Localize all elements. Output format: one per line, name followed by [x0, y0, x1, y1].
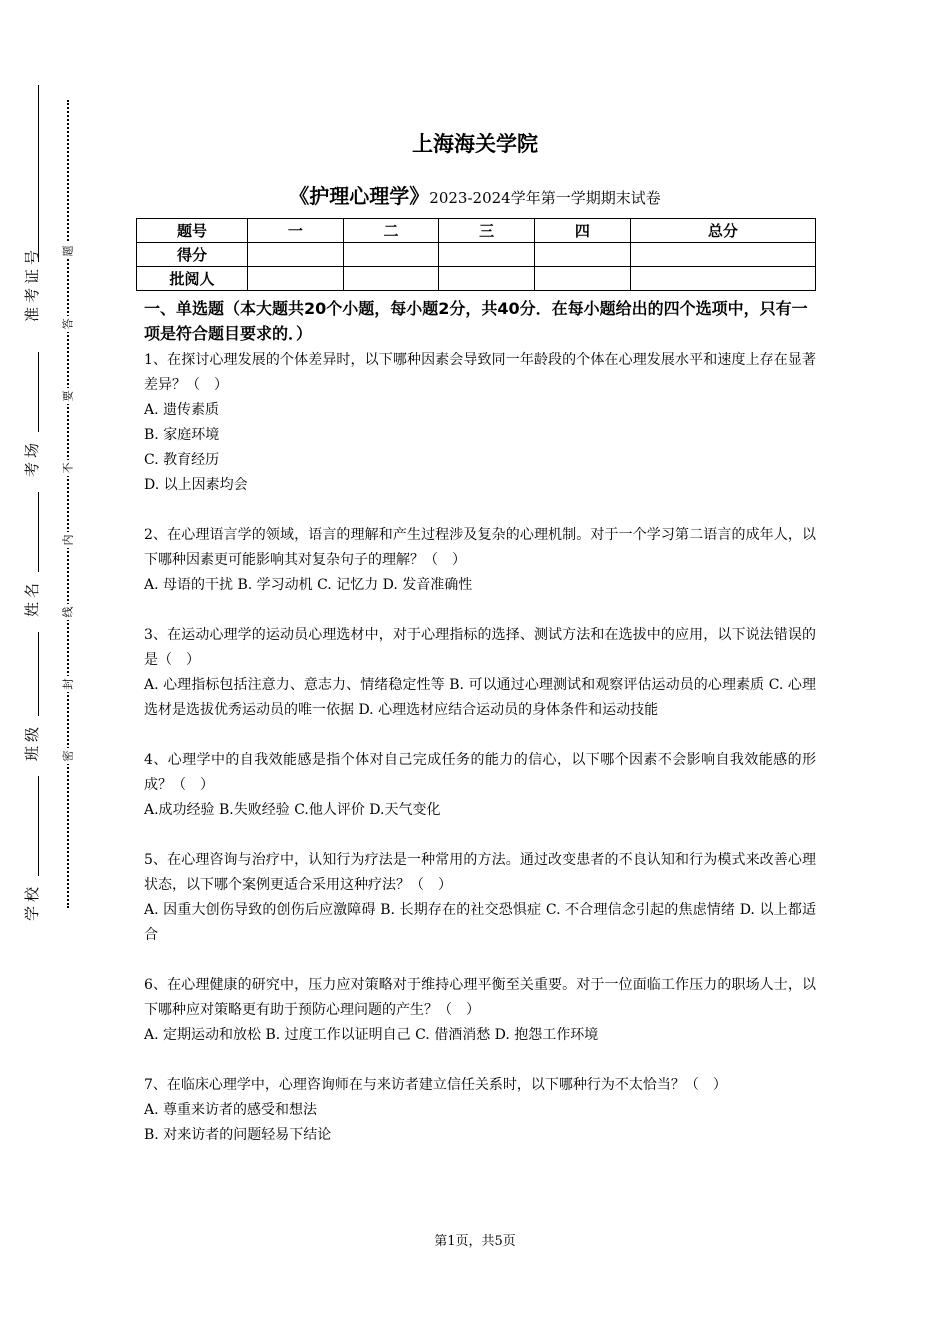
page-footer: 第1页，共5页 — [434, 1234, 516, 1249]
question-stem: 5、在心理咨询与治疗中，认知行为疗法是一种常用的方法。通过改变患者的不良认知和行为模式来改善心理状态，以下哪个案例更适合采用这种疗法？（ ） — [144, 852, 816, 893]
option: B. 家庭环境 — [144, 427, 220, 443]
options-line: A.成功经验 B.失败经验 C.他人评价 D.天气变化 — [144, 802, 441, 818]
seal-char: 内 — [60, 532, 76, 548]
field-class: 班级 — [17, 716, 47, 776]
option: A. 尊重来访者的感受和想法 — [144, 1102, 318, 1118]
section-heading: 一、单选题（本大题共20个小题，每小题2分，共40分．在每小题给出的四个选项中，只有一项是符合题目要求的．） — [144, 299, 808, 343]
seal-char: 密 — [60, 748, 76, 764]
question-stem: 1、在探讨心理发展的个体差异时，以下哪种因素会导致同一年龄段的个体在心理发展水平和速度上存在显著差异？（ ） — [144, 352, 816, 393]
exam-term: 2023-2024学年第一学期期末试卷 — [429, 189, 661, 207]
question-5 — [144, 848, 816, 948]
option: C. 教育经历 — [144, 452, 220, 468]
row-label-score: 得分 — [137, 243, 248, 267]
table-header-cell: 三 — [439, 219, 535, 243]
score-table — [136, 218, 816, 291]
option: D. 以上因素均会 — [144, 477, 248, 493]
grader-cell[interactable] — [248, 267, 344, 291]
table-header-cell: 二 — [343, 219, 439, 243]
seal-char: 不 — [60, 460, 76, 476]
score-cell[interactable] — [439, 243, 535, 267]
grader-cell[interactable] — [343, 267, 439, 291]
field-exam-room: 考场 — [17, 432, 47, 492]
question-stem: 6、在心理健康的研究中，压力应对策略对于维持心理平衡至关重要。对于一位面临工作压力的职场人士，以下哪种应对策略更有助于预防心理问题的产生？（ ） — [144, 977, 816, 1018]
score-row — [137, 243, 816, 267]
score-cell[interactable] — [248, 243, 344, 267]
score-table-header-row — [137, 219, 816, 243]
seal-char: 题 — [60, 243, 76, 259]
table-header-cell: 题号 — [137, 219, 248, 243]
question-4 — [144, 748, 816, 823]
row-label-grader: 批阅人 — [137, 267, 248, 291]
exam-subtitle — [0, 180, 950, 209]
question-6 — [144, 973, 816, 1048]
table-header-cell: 一 — [248, 219, 344, 243]
school-title: 上海海关学院 — [412, 132, 538, 156]
options-line: A. 因重大创伤导致的创伤后应激障碍 B. 长期存在的社交恐惧症 C. 不合理信念引起的焦虑情绪 D. 以上都适合 — [144, 902, 816, 943]
grader-cell[interactable] — [439, 267, 535, 291]
field-name: 姓名 — [17, 572, 47, 632]
score-cell[interactable] — [535, 243, 631, 267]
seal-char: 封 — [60, 676, 76, 692]
table-header-cell: 总分 — [630, 219, 815, 243]
question-stem: 3、在运动心理学的运动员心理选材中，对于心理指标的选择、测试方法和在选拔中的应用，以下说法错误的是（ ） — [144, 627, 816, 668]
grader-row — [137, 267, 816, 291]
field-school: 学校 — [17, 876, 47, 936]
score-cell[interactable] — [343, 243, 439, 267]
question-stem: 4、心理学中的自我效能感是指个体对自己完成任务的能力的信心，以下哪个因素不会影响自我效能感的形成？（ ） — [144, 752, 816, 793]
options-line: A. 定期运动和放松 B. 过度工作以证明自己 C. 借酒消愁 D. 抱怨工作环境 — [144, 1027, 599, 1043]
grader-cell[interactable] — [535, 267, 631, 291]
options-line: A. 母语的干扰 B. 学习动机 C. 记忆力 D. 发音准确性 — [144, 577, 473, 593]
grader-cell[interactable] — [630, 267, 815, 291]
binding-line — [38, 85, 39, 920]
seal-char: 答 — [60, 316, 76, 332]
option: B. 对来访者的问题轻易下结论 — [144, 1127, 332, 1143]
course-name: 《护理心理学》 — [289, 184, 430, 208]
question-3 — [144, 623, 816, 723]
table-header-cell: 四 — [535, 219, 631, 243]
seal-char: 线 — [60, 604, 76, 620]
seal-dotted-line — [67, 100, 69, 908]
question-stem: 7、在临床心理学中，心理咨询师在与来访者建立信任关系时，以下哪种行为不太恰当？（ ） — [144, 1077, 727, 1093]
question-stem: 2、在心理语言学的领域，语言的理解和产生过程涉及复杂的心理机制。对于一个学习第二语言的成年人，以下哪种因素更可能影响其对复杂句子的理解？（ ） — [144, 527, 816, 568]
options-line: A. 心理指标包括注意力、意志力、情绪稳定性等 B. 可以通过心理测试和观察评估运动员的心理素质 C. 心理选材是选拔优秀运动员的唯一依据 D. 心理选材应结合运动员的身体条件和运动技能 — [144, 677, 816, 718]
exam-content — [144, 296, 816, 1173]
option: A. 遗传素质 — [144, 402, 220, 418]
question-7 — [144, 1073, 816, 1148]
field-exam-number: 准考证号 — [17, 262, 47, 352]
seal-char: 要 — [60, 388, 76, 404]
score-cell[interactable] — [630, 243, 815, 267]
question-1 — [144, 348, 816, 498]
question-2 — [144, 523, 816, 598]
